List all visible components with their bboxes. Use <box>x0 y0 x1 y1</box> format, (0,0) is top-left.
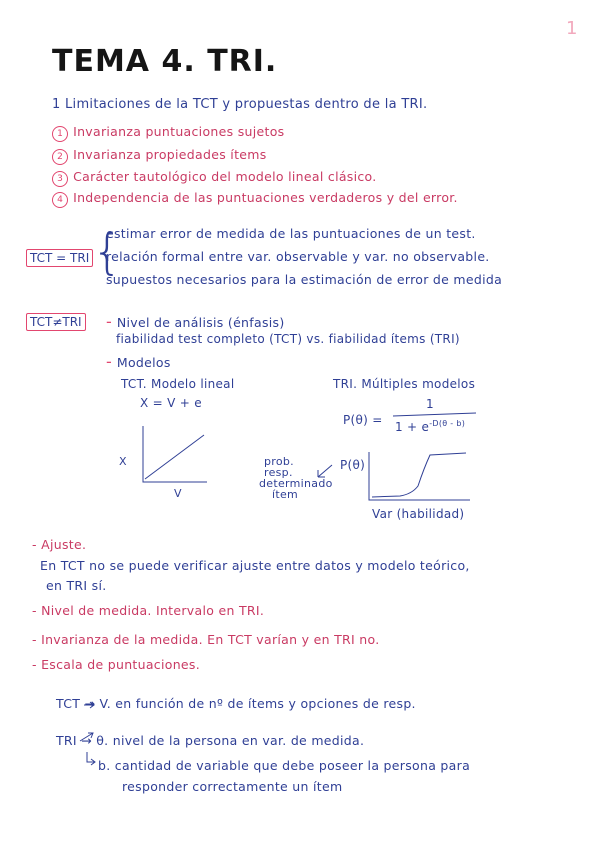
difference-item: - Nivel de análisis (énfasis) <box>106 312 285 331</box>
item-number-badge: 3 <box>52 171 68 187</box>
invarianza-medida-item: - Invarianza de la medida. En TCT varían y en TRI no. <box>32 632 380 647</box>
item-number-badge: 4 <box>52 192 68 208</box>
tct-equals-tri-label: TCT = TRI <box>26 249 93 267</box>
denominator-exponent: -D(θ - b) <box>429 419 466 428</box>
page-number: 1 <box>566 18 578 39</box>
tri-graph-x-label: Var (habilidad) <box>372 507 465 521</box>
brace-icon: { <box>92 224 123 280</box>
tri-scale-line: TRI → θ. nivel de la persona en var. de medida. <box>56 733 365 748</box>
escala-item: - Escala de puntuaciones. <box>32 657 200 672</box>
invarianza-medida-text: Invarianza de la medida. En TCT varían y en TRI no. <box>41 632 380 647</box>
tct-graph-y-label: X <box>119 455 127 468</box>
tri-formula-numerator: 1 <box>426 397 434 411</box>
list-item-text: Independencia de las puntuaciones verdaderos y del error. <box>73 190 458 205</box>
tct-graph-x-label: V <box>174 487 182 500</box>
tct-linear-line <box>145 435 204 479</box>
b-param-arrow-icon <box>87 752 95 765</box>
ajuste-label: Ajuste. <box>41 537 87 552</box>
tri-logistic-curve <box>372 453 466 497</box>
difference-item-text: Nivel de análisis (énfasis) <box>116 315 285 330</box>
ajuste-text-line: en TRI sí. <box>46 578 107 593</box>
list-item-text: Invarianza propiedades ítems <box>73 147 267 162</box>
b-param-line: b. cantidad de variable que debe poseer la persona para <box>98 758 471 773</box>
annotation-line: ítem <box>272 488 299 501</box>
denominator-base: 1 + e <box>395 420 430 434</box>
section-heading: 1 Limitaciones de la TCT y propuestas dentro de la TRI. <box>52 97 428 112</box>
tri-curve-label: P(θ) <box>340 458 366 472</box>
tct-not-equals-tri-label: TCT≠TRI <box>26 313 86 331</box>
item-number-badge: 1 <box>52 126 68 142</box>
item-number-badge: 2 <box>52 149 68 165</box>
difference-item: - Modelos <box>106 352 171 371</box>
tri-axes <box>369 452 470 500</box>
annotation-line: determinado <box>259 477 333 490</box>
tri-model-title: TRI. Múltiples modelos <box>333 377 476 391</box>
similarity-item: estimar error de medida de las puntuaciones de un test. <box>106 226 476 241</box>
ajuste-text-line: En TCT no se puede verificar ajuste entre datos y modelo teórico, <box>40 558 470 573</box>
tct-model-title: TCT. Modelo lineal <box>121 377 235 391</box>
escala-text: Escala de puntuaciones. <box>41 657 200 672</box>
list-item-text: Invarianza puntuaciones sujetos <box>73 124 285 139</box>
annotation-arrow-icon <box>318 465 332 477</box>
b-param-line: responder correctamente un ítem <box>122 779 343 794</box>
tri-fraction-bar <box>393 413 476 416</box>
similarity-item: supuestos necesarios para la estimación de error de medida <box>106 272 503 287</box>
list-item-text: Carácter tautológico del modelo lineal clásico. <box>73 169 377 184</box>
tct-model-equation: X = V + e <box>140 396 202 410</box>
page-title: TEMA 4. TRI. <box>52 44 278 79</box>
similarity-item: relación formal entre var. observable y var. no observable. <box>106 249 490 264</box>
difference-item-text: Modelos <box>116 355 171 370</box>
annotation-line: resp. <box>264 466 293 479</box>
tct-scale-line: TCT → V. en función de nº de ítems y opciones de resp. <box>56 696 416 711</box>
nivel-medida-text: Nivel de medida. Intervalo en TRI. <box>41 603 265 618</box>
tri-formula-lhs: P(θ) = <box>343 413 383 427</box>
annotation-line: prob. <box>264 455 294 468</box>
ajuste-heading: - Ajuste. <box>32 537 87 552</box>
difference-detail: fiabilidad test completo (TCT) vs. fiabilidad ítems (TRI) <box>116 332 460 346</box>
nivel-medida-item: - Nivel de medida. Intervalo en TRI. <box>32 603 265 618</box>
